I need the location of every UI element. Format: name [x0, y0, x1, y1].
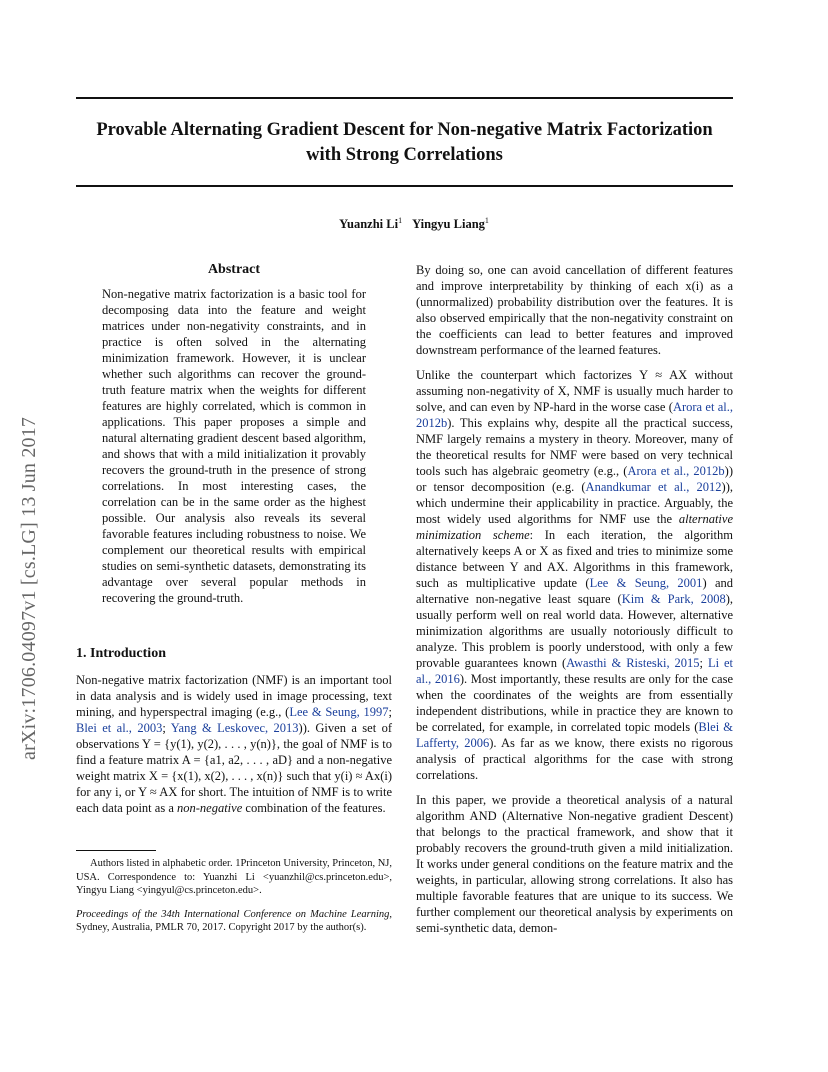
bottom-rule — [76, 185, 733, 187]
citation-link[interactable]: Arora et al., 2012b — [416, 400, 733, 430]
citation-link[interactable]: Yang & Leskovec, 2013 — [170, 721, 299, 735]
title-line-2: with Strong Correlations — [306, 145, 503, 165]
arxiv-identifier: arXiv:1706.04097v1 [cs.LG] 13 Jun 2017 — [18, 416, 40, 760]
citation-link[interactable]: Blei & Lafferty, 2006 — [416, 720, 733, 750]
citation-link[interactable]: Anandkumar et al., 2012 — [585, 480, 722, 494]
title-line-1: Provable Alternating Gradient Descent for Non-negative Matrix Factorization — [96, 120, 713, 140]
citation-link[interactable]: Lee & Seung, 2001 — [589, 576, 703, 590]
footnote-authors: Authors listed in alphabetic order. 1Princeton University, Princeton, NJ, USA. Correspondence to: Yuanzhi Li <yuanzhil@cs.princeton.edu>, Yingyu Liang <yingyul@cs.princeton.edu>. — [76, 858, 393, 896]
paragraph: By doing so, one can avoid cancellation of different features and improve interpretability by thinking of each x(i) as a (unnormalized) probability distribution over the features. It is also observed empirically that the non-negativity constraint on the coefficients can lead to better features and improved downstream performance of the learned features. — [416, 263, 733, 357]
citation-link[interactable]: Arora et al., 2012b — [627, 464, 725, 478]
abstract-heading: Abstract — [207, 262, 261, 277]
citation-link[interactable]: Kim & Park, 2008 — [621, 592, 726, 606]
author-affiliation: 1 — [484, 216, 489, 225]
paragraph: Non-negative matrix factorization (NMF) is an important tool in data analysis and is widely used in image processing, text mining, and hyperspectral imaging (e.g., (Lee & Seung, 1997; Blei et al., 2003; Yang & Leskovec, 2013)). Given a set of observations Y = {y(1), y(2), . . . , y(n)}, the goal of NMF is to find a feature matrix A = {a1, a2, . . . , aD} and a non-negative weight matrix X = {x(1), x(2), . . . , x(n)} such that y(i) ≈ Ax(i) for any i, or Y ≈ AX for short. The intuition of NMF is to write each data point as a non-negative combination of the features. — [76, 673, 392, 815]
citation-link[interactable]: Lee & Seung, 1997 — [289, 705, 389, 719]
author-list — [0, 216, 828, 232]
left-column — [76, 262, 392, 825]
right-column — [416, 262, 733, 945]
citation-link[interactable]: Awasthi & Risteski, 2015 — [566, 656, 700, 670]
footnotes — [76, 850, 392, 935]
footnote-rule — [76, 850, 156, 851]
paragraph: In this paper, we provide a theoretical analysis of a natural algorithm AND (Alternative Non-negative gradient Descent) that belongs to the practical framework, and show that it probably recovers the ground-truth given a mild initialization. It works under general conditions on the feature matrix and the weights, in particular, allowing strong correlations. It also has multiple favorable features that are unique to its success. We further complement our theoretical analysis by experiments on semi-synthetic data, demon- — [416, 793, 733, 935]
author-name: Yuanzhi Li — [339, 217, 399, 232]
author-name: Yingyu Liang — [412, 217, 485, 232]
paragraph: Unlike the counterpart which factorizes Y ≈ AX without assuming non-negativity of X, NMF is usually much harder to solve, and can even by NP-hard in the worse case (Arora et al., 2012b). This explains why, despite all the practical success, NMF largely remains a mystery in theory. Moreover, many of the theoretical results for NMF were based on very technical tools such has algebraic geometry (e.g., (Arora et al., 2012b)) or tensor decomposition (e.g. (Anandkumar et al., 2012)), which undermine their applicability in practice. Arguably, the most widely used algorithms for NMF use the alternative minimization scheme: In each iteration, the algorithm alternatively keeps A or X as fixed and tries to minimize some distance between Y and AX. Algorithms in this framework, such as multiplicative update (Lee & Seung, 2001) and alternative non-negative least square (Kim & Park, 2008), usually perform well on real world data. However, alternative minimization algorithms are usually notoriously difficult to analyze. This problem is poorly understood, with only a few provable guarantees known (Awasthi & Risteski, 2015; Li et al., 2016). Most importantly, these results are only for the case when the coordinates of the weights are from essentially independent distributions, while in practice they are known to be correlated, for example, in correlated topic models (Blei & Lafferty, 2006). As far as we know, there exists no rigorous analysis of practical algorithms for the case with strong correlations. — [416, 368, 734, 782]
author-affiliation: 1 — [398, 216, 403, 225]
abstract-text: Non-negative matrix factorization is a basic tool for decomposing data into the feature and weight matrices under non-negativity constraints, and in practice is often solved in the alternating minimization framework. However, it is unclear whether such algorithms can recover the ground-truth feature matrix when the weights for different features are highly correlated, which is common in applications. This paper proposes a simple and natural alternating gradient descent based algorithm, and shows that with a mild initialization it provably recovers the ground-truth in the presence of strong correlations. In most interesting cases, the correlation can be in the same order as the highest possible. Our analysis also reveals its several favorable features including robustness to noise. We complement our theoretical results with empirical studies on semi-synthetic datasets, demonstrating its advantage over several popular methods in recovering the ground-truth. — [102, 287, 366, 605]
paper-title — [76, 118, 733, 168]
footnote-proceedings: Proceedings of the 34th International Conference on Machine Learning, Sydney, Australia, PMLR 70, 2017. Copyright 2017 by the author(s). — [76, 908, 392, 933]
citation-link[interactable]: Blei et al., 2003 — [76, 721, 163, 735]
citation-link[interactable]: Li et al., 2016 — [416, 656, 733, 686]
section-heading: 1. Introduction — [76, 646, 166, 661]
top-rule — [76, 97, 733, 99]
